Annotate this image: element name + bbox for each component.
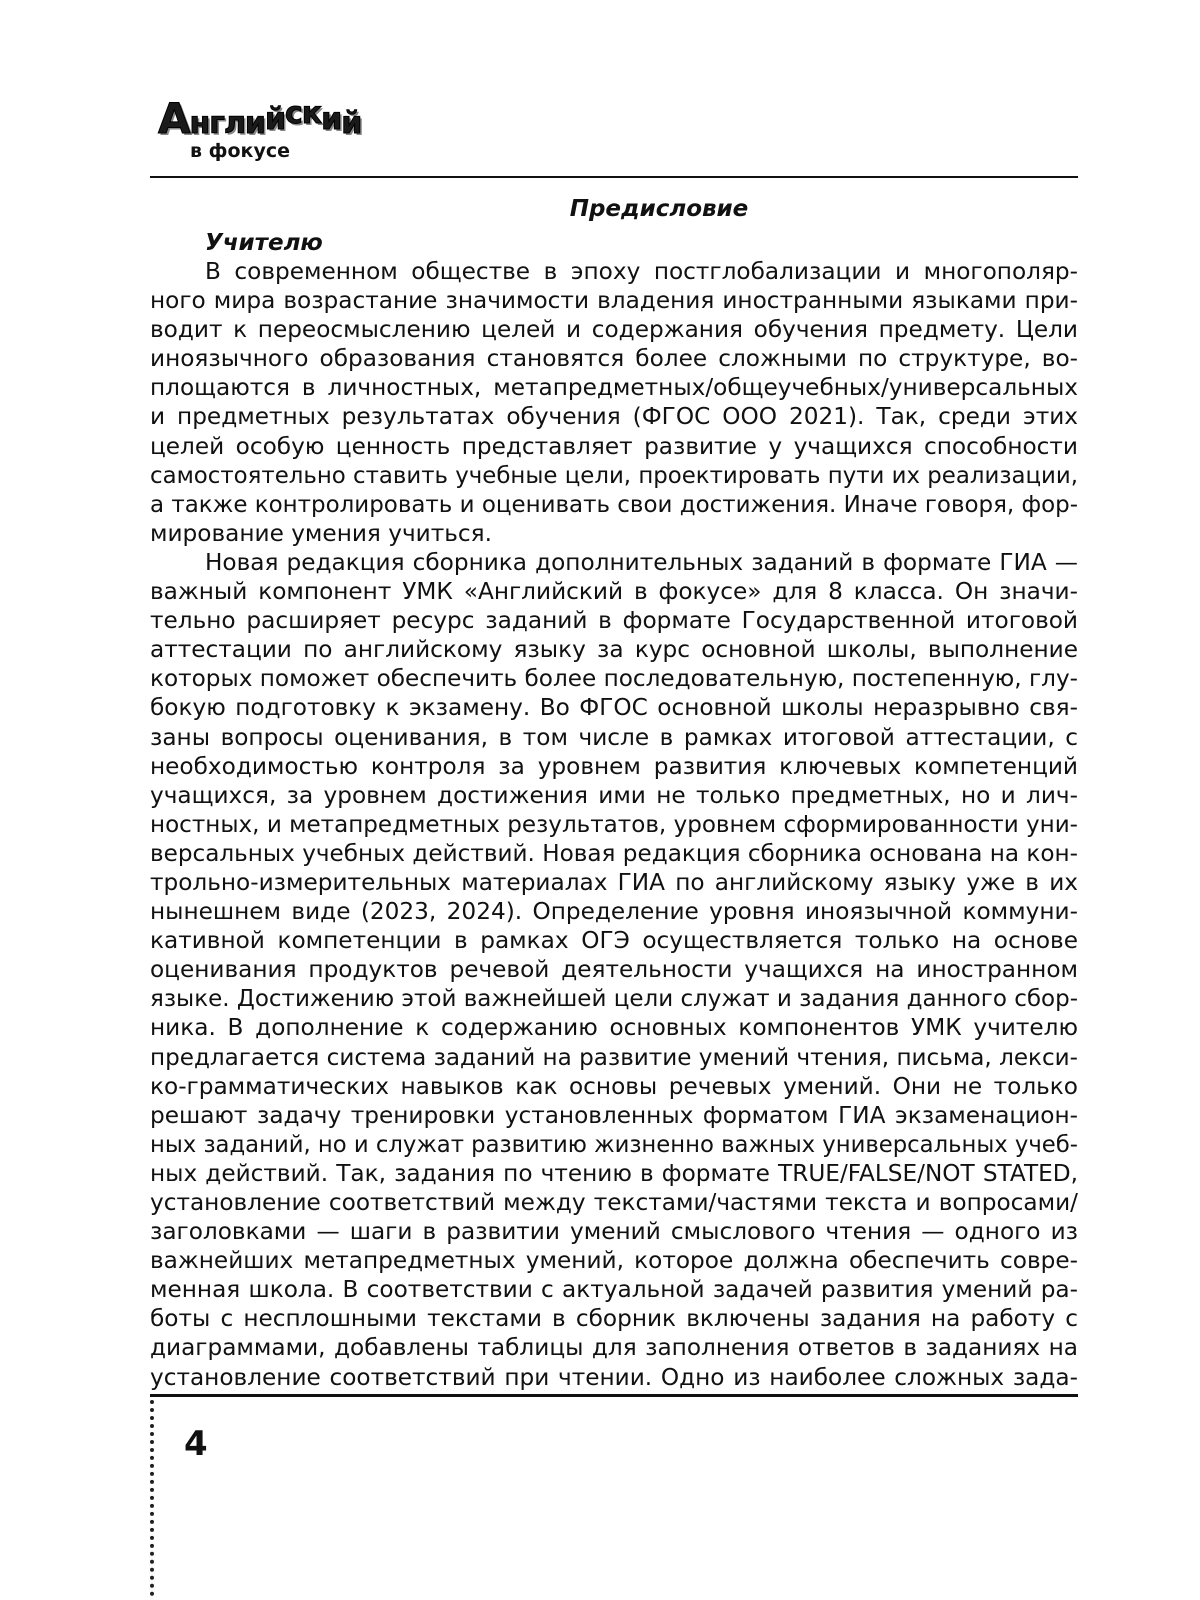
- text-line: важнейших метапредметных умений, которое должна обеспечить совре-: [150, 1247, 1078, 1275]
- header-rule: [150, 176, 1078, 178]
- text-line: целей особую ценность представляет развитие у учащихся способности: [150, 432, 1078, 460]
- text-line: ных действий. Так, задания по чтению в формате TRUE/FALSE/NOT STATED,: [150, 1159, 1078, 1187]
- text-line: иноязычного образования становятся более сложными по структуре, во-: [150, 345, 1078, 373]
- text-line: Новая редакция сборника дополнительных заданий в формате ГИА —: [205, 548, 1078, 576]
- logo-letter: й: [341, 106, 362, 141]
- logo-letter: н: [189, 106, 210, 141]
- logo-letter: и: [244, 106, 265, 141]
- footer-dotted-line: [150, 1400, 154, 1596]
- logo-letter: и: [321, 102, 342, 137]
- text-line: менная школа. В соответствии с актуальной задачей развития умений ра-: [150, 1276, 1078, 1304]
- text-line: оценивания продуктов речевой деятельности учащихся на иностранном: [150, 956, 1078, 984]
- text-line: которых поможет обеспечить более последовательную, постепенную, глу-: [150, 665, 1079, 693]
- text-line: В современном обществе в эпоху постглобализации и многополяр-: [205, 258, 1078, 285]
- text-line: ко-грамматических навыков как основы речевых умений. Они не только: [150, 1072, 1078, 1100]
- text-line: бокую подготовку к экзамену. Во ФГОС основной школы неразрывно свя-: [150, 694, 1078, 722]
- logo-letter: г: [209, 106, 224, 141]
- text-line: мирование умения учиться.: [150, 519, 492, 547]
- page-number: 4: [184, 1424, 208, 1464]
- text-line: ного мира возрастание значимости владения иностранными языками при-: [150, 287, 1078, 315]
- text-line: нынешнем виде (2023, 2024). Определение уровня иноязычной коммуни-: [150, 898, 1078, 926]
- text-line: заны вопросы оценивания, в том числе в рамках итоговой аттестации, с: [150, 723, 1078, 751]
- text-line: трольно-измерительных материалах ГИА по английскому языку уже в их: [150, 868, 1078, 896]
- text-line: водит к переосмыслению целей и содержания обучения предмету. Цели: [150, 316, 1078, 344]
- section-subtitle: Учителю: [205, 230, 323, 256]
- text-line: заголовками — шаги в развитии умений смыслового чтения — одного из: [150, 1218, 1078, 1246]
- text-line: ных заданий, но и служат развитию жизненно важных универсальных учеб-: [150, 1130, 1078, 1158]
- text-line: установление соответствий при чтении. Одно из наиболее сложных зада-: [150, 1363, 1078, 1391]
- text-line: учащихся, за уровнем достижения ими не только предметных, но и лич-: [150, 781, 1078, 809]
- footer-rule: [150, 1394, 1078, 1397]
- text-line: площаются в личностных, метапредметных/общеучебных/универсальных: [150, 374, 1078, 402]
- page-title: Предисловие: [569, 196, 749, 222]
- text-line: важный компонент УМК «Английский в фокусе» для 8 класса. Он значи-: [150, 578, 1078, 606]
- text-line: необходимостью контроля за уровнем развития ключевых компетенций: [150, 752, 1078, 780]
- logo-letter: к: [301, 96, 322, 131]
- logo-letter: л: [223, 106, 245, 141]
- series-logo: [158, 94, 362, 168]
- logo-letter: А: [158, 94, 190, 143]
- text-line: установление соответствий между текстами/частями текста и вопросами/: [150, 1189, 1078, 1216]
- text-line: самостоятельно ставить учебные цели, проектировать пути их реализации,: [150, 461, 1078, 489]
- text-line: кативной компетенции в рамках ОГЭ осуществляется только на основе: [150, 927, 1078, 955]
- logo-letter: й: [264, 102, 285, 137]
- text-line: языке. Достижению этой важнейшей цели служат и задания данного сбор-: [150, 985, 1079, 1013]
- text-line: боты с несплошными текстами в сборник включены задания на работу с: [150, 1305, 1078, 1333]
- text-line: версальных учебных действий. Новая редакция сборника основана на кон-: [150, 839, 1079, 867]
- text-line: ностных, и метапредметных результатов, уровнем сформированности уни-: [150, 810, 1078, 838]
- text-line: и предметных результатах обучения (ФГОС ООО 2021). Так, среди этих: [150, 403, 1078, 431]
- text-line: диаграммами, добавлены таблицы для заполнения ответов в заданиях на: [150, 1334, 1078, 1362]
- text-line: тельно расширяет ресурс заданий в формате Государственной итоговой: [150, 607, 1078, 635]
- logo-subtitle: в фокусе: [190, 140, 290, 162]
- text-line: ника. В дополнение к содержанию основных компонентов УМК учителю: [150, 1014, 1078, 1042]
- logo-letter: с: [284, 96, 302, 131]
- text-line: предлагается система заданий на развитие умений чтения, письма, лекси-: [150, 1043, 1078, 1071]
- logo-title: [158, 94, 362, 143]
- text-line: аттестации по английскому языку за курс основной школы, выполнение: [150, 636, 1078, 664]
- text-line: а также контролировать и оценивать свои достижения. Иначе говоря, фор-: [150, 490, 1078, 518]
- text-line: решают задачу тренировки установленных форматом ГИА экзаменацион-: [150, 1101, 1078, 1129]
- body-text: [150, 257, 1078, 1392]
- page-content: [150, 190, 1078, 1392]
